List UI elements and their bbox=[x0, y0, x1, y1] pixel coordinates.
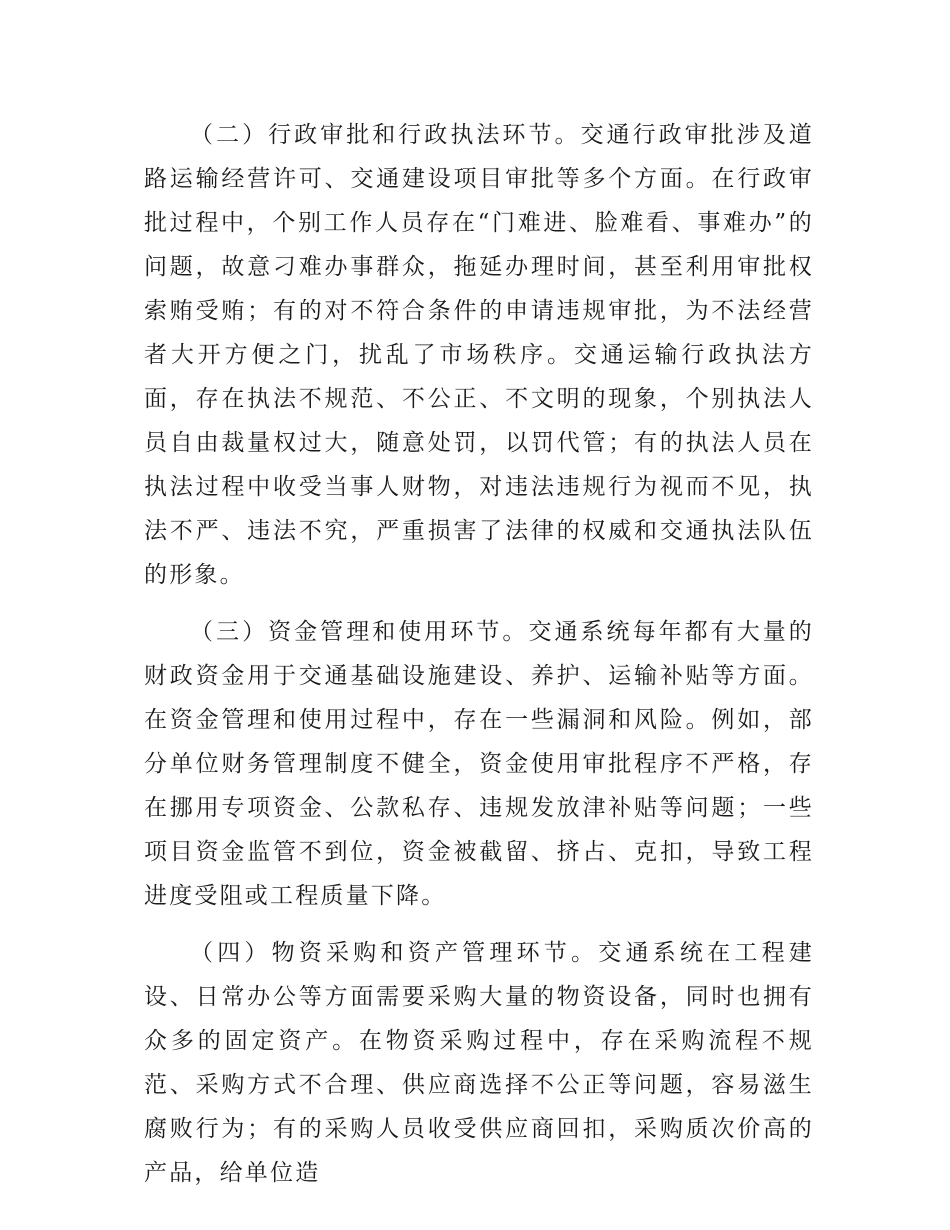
paragraph-procurement-assets: （四）物资采购和资产管理环节。交通系统在工程建设、日常办公等方面需要采购大量的物资设备，同时也拥有众多的固定资产。在物资采购过程中，存在采购流程不规范、采购方式不合理、供应商选择不公正等问题，容易滋生腐败行为；有的采购人员收受供应商回扣，采购质次价高的产品，给单位造 bbox=[144, 940, 814, 1186]
document-body bbox=[144, 113, 814, 1208]
paragraph-fund-management: （三）资金管理和使用环节。交通系统每年都有大量的财政资金用于交通基础设施建设、养护、运输补贴等方面。在资金管理和使用过程中，存在一些漏洞和风险。例如，部分单位财务管理制度不健全，资金使用审批程序不严格，存在挪用专项资金、公款私存、违规发放津补贴等问题；一些项目资金监管不到位，资金被截留、挤占、克扣，导致工程进度受阻或工程质量下降。 bbox=[144, 619, 814, 909]
paragraph-administrative-approval: （二）行政审批和行政执法环节。交通行政审批涉及道路运输经营许可、交通建设项目审批等多个方面。在行政审批过程中，个别工作人员存在“门难进、脸难看、事难办”的问题，故意刁难办事群众，拖延办理时间，甚至利用审批权索贿受贿；有的对不符合条件的申请违规审批，为不法经营者大开方便之门，扰乱了市场秩序。交通运输行政执法方面，存在执法不规范、不公正、不文明的现象，个别执法人员自由裁量权过大，随意处罚，以罚代管；有的执法人员在执法过程中收受当事人财物，对违法违规行为视而不见，执法不严、违法不究，严重损害了法律的权威和交通执法队伍的形象。 bbox=[144, 122, 814, 588]
